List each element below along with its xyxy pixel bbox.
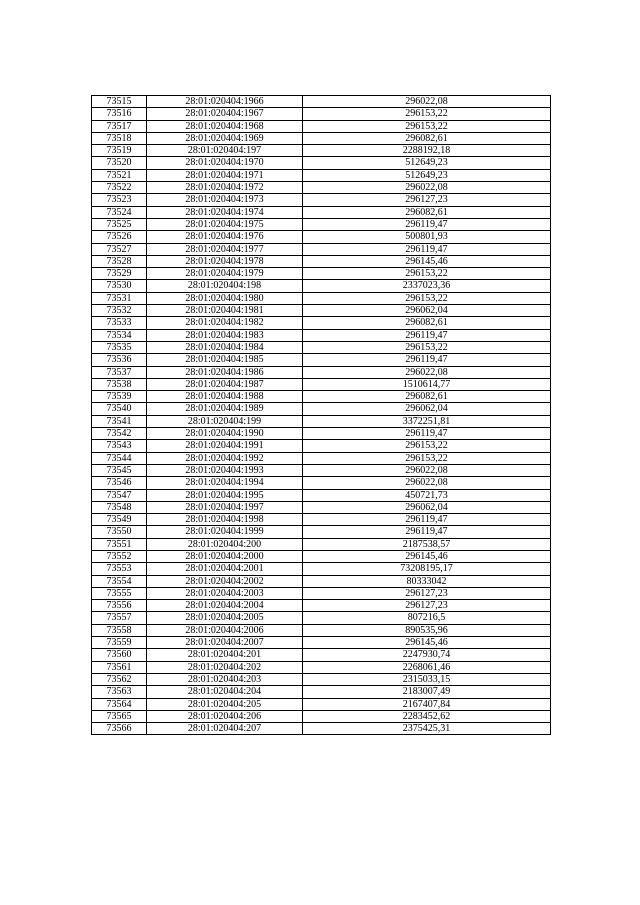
table-row	[92, 255, 551, 267]
cadastral-number-cell: 28:01:020404:205	[147, 698, 303, 710]
cadastral-number-cell: 28:01:020404:1982	[147, 317, 303, 329]
row-number-cell: 73526	[92, 231, 147, 243]
cadastral-number-cell: 28:01:020404:1981	[147, 305, 303, 317]
cadastral-number-cell: 28:01:020404:2003	[147, 587, 303, 599]
table-row	[92, 637, 551, 649]
value-cell: 296145,46	[303, 637, 551, 649]
value-cell: 296127,23	[303, 194, 551, 206]
value-cell: 296062,04	[303, 501, 551, 513]
row-number-cell: 73552	[92, 550, 147, 562]
row-number-cell: 73556	[92, 600, 147, 612]
value-cell: 296119,47	[303, 514, 551, 526]
table-row	[92, 157, 551, 169]
table-row	[92, 612, 551, 624]
cadastral-number-cell: 28:01:020404:1986	[147, 366, 303, 378]
cadastral-number-cell: 28:01:020404:1974	[147, 206, 303, 218]
cadastral-number-cell: 28:01:020404:1993	[147, 464, 303, 476]
row-number-cell: 73540	[92, 403, 147, 415]
table-row	[92, 354, 551, 366]
cadastral-number-cell: 28:01:020404:2005	[147, 612, 303, 624]
table-body	[92, 96, 551, 735]
row-number-cell: 73547	[92, 489, 147, 501]
table-row	[92, 514, 551, 526]
table-row	[92, 587, 551, 599]
table-row	[92, 96, 551, 108]
table-row	[92, 649, 551, 661]
table-row	[92, 145, 551, 157]
value-cell: 296022,08	[303, 366, 551, 378]
cadastral-number-cell: 28:01:020404:1990	[147, 428, 303, 440]
value-cell: 296082,61	[303, 317, 551, 329]
table-row	[92, 391, 551, 403]
table-row	[92, 415, 551, 427]
row-number-cell: 73559	[92, 637, 147, 649]
value-cell: 296022,08	[303, 464, 551, 476]
table-row	[92, 710, 551, 722]
row-number-cell: 73550	[92, 526, 147, 538]
value-cell: 2375425,31	[303, 723, 551, 735]
table-row	[92, 329, 551, 341]
value-cell: 2187538,57	[303, 538, 551, 550]
cadastral-number-cell: 28:01:020404:206	[147, 710, 303, 722]
cadastral-number-cell: 28:01:020404:1976	[147, 231, 303, 243]
table-row	[92, 231, 551, 243]
cadastral-number-cell: 28:01:020404:202	[147, 661, 303, 673]
table-row	[92, 550, 551, 562]
row-number-cell: 73531	[92, 292, 147, 304]
row-number-cell: 73520	[92, 157, 147, 169]
row-number-cell: 73524	[92, 206, 147, 218]
value-cell: 296153,22	[303, 108, 551, 120]
cadastral-value-table	[91, 95, 551, 735]
cadastral-number-cell: 28:01:020404:1985	[147, 354, 303, 366]
value-cell: 296145,46	[303, 255, 551, 267]
cadastral-number-cell: 28:01:020404:1998	[147, 514, 303, 526]
cadastral-number-cell: 28:01:020404:1972	[147, 182, 303, 194]
table-row	[92, 366, 551, 378]
table-row	[92, 292, 551, 304]
value-cell: 296082,61	[303, 391, 551, 403]
cadastral-number-cell: 28:01:020404:198	[147, 280, 303, 292]
cadastral-number-cell: 28:01:020404:199	[147, 415, 303, 427]
cadastral-number-cell: 28:01:020404:201	[147, 649, 303, 661]
row-number-cell: 73565	[92, 710, 147, 722]
cadastral-number-cell: 28:01:020404:1984	[147, 341, 303, 353]
row-number-cell: 73544	[92, 452, 147, 464]
row-number-cell: 73525	[92, 218, 147, 230]
table-row	[92, 477, 551, 489]
table-row	[92, 723, 551, 735]
row-number-cell: 73523	[92, 194, 147, 206]
row-number-cell: 73529	[92, 268, 147, 280]
value-cell: 296082,61	[303, 132, 551, 144]
table-row	[92, 280, 551, 292]
row-number-cell: 73558	[92, 624, 147, 636]
table-row	[92, 403, 551, 415]
value-cell: 807216,5	[303, 612, 551, 624]
row-number-cell: 73527	[92, 243, 147, 255]
value-cell: 296153,22	[303, 292, 551, 304]
table-row	[92, 489, 551, 501]
cadastral-number-cell: 28:01:020404:1983	[147, 329, 303, 341]
row-number-cell: 73557	[92, 612, 147, 624]
row-number-cell: 73553	[92, 563, 147, 575]
row-number-cell: 73515	[92, 96, 147, 108]
table-row	[92, 538, 551, 550]
value-cell: 450721,73	[303, 489, 551, 501]
value-cell: 296127,23	[303, 600, 551, 612]
cadastral-number-cell: 28:01:020404:1992	[147, 452, 303, 464]
value-cell: 2283452,62	[303, 710, 551, 722]
cadastral-number-cell: 28:01:020404:2004	[147, 600, 303, 612]
row-number-cell: 73518	[92, 132, 147, 144]
value-cell: 296119,47	[303, 243, 551, 255]
cadastral-number-cell: 28:01:020404:2000	[147, 550, 303, 562]
value-cell: 2337023,36	[303, 280, 551, 292]
row-number-cell: 73536	[92, 354, 147, 366]
cadastral-number-cell: 28:01:020404:1979	[147, 268, 303, 280]
row-number-cell: 73566	[92, 723, 147, 735]
cadastral-number-cell: 28:01:020404:1997	[147, 501, 303, 513]
value-cell: 296119,47	[303, 428, 551, 440]
row-number-cell: 73561	[92, 661, 147, 673]
value-cell: 2183007,49	[303, 686, 551, 698]
cadastral-number-cell: 28:01:020404:203	[147, 673, 303, 685]
row-number-cell: 73543	[92, 440, 147, 452]
value-cell: 296022,08	[303, 477, 551, 489]
table-row	[92, 575, 551, 587]
cadastral-number-cell: 28:01:020404:1966	[147, 96, 303, 108]
value-cell: 80333042	[303, 575, 551, 587]
table-row	[92, 268, 551, 280]
row-number-cell: 73551	[92, 538, 147, 550]
value-cell: 296062,04	[303, 305, 551, 317]
value-cell: 3372251,81	[303, 415, 551, 427]
value-cell: 512649,23	[303, 169, 551, 181]
row-number-cell: 73522	[92, 182, 147, 194]
row-number-cell: 73542	[92, 428, 147, 440]
table-row	[92, 526, 551, 538]
value-cell: 2315033,15	[303, 673, 551, 685]
table-row	[92, 305, 551, 317]
cadastral-number-cell: 28:01:020404:1980	[147, 292, 303, 304]
table-row	[92, 563, 551, 575]
cadastral-number-cell: 28:01:020404:2001	[147, 563, 303, 575]
table-row	[92, 132, 551, 144]
value-cell: 296022,08	[303, 96, 551, 108]
value-cell: 2167407,84	[303, 698, 551, 710]
value-cell: 296022,08	[303, 182, 551, 194]
cadastral-number-cell: 28:01:020404:1973	[147, 194, 303, 206]
value-cell: 296153,22	[303, 268, 551, 280]
row-number-cell: 73554	[92, 575, 147, 587]
cadastral-number-cell: 28:01:020404:1989	[147, 403, 303, 415]
cadastral-number-cell: 28:01:020404:1988	[147, 391, 303, 403]
table-row	[92, 501, 551, 513]
value-cell: 296062,04	[303, 403, 551, 415]
row-number-cell: 73517	[92, 120, 147, 132]
table-row	[92, 206, 551, 218]
cadastral-number-cell: 28:01:020404:1999	[147, 526, 303, 538]
row-number-cell: 73549	[92, 514, 147, 526]
table-row	[92, 698, 551, 710]
row-number-cell: 73528	[92, 255, 147, 267]
value-cell: 500801,93	[303, 231, 551, 243]
cadastral-number-cell: 28:01:020404:1995	[147, 489, 303, 501]
table-row	[92, 182, 551, 194]
table-row	[92, 341, 551, 353]
value-cell: 73208195,17	[303, 563, 551, 575]
row-number-cell: 73560	[92, 649, 147, 661]
row-number-cell: 73562	[92, 673, 147, 685]
table-row	[92, 600, 551, 612]
cadastral-number-cell: 28:01:020404:1978	[147, 255, 303, 267]
cadastral-number-cell: 28:01:020404:207	[147, 723, 303, 735]
table-row	[92, 661, 551, 673]
value-cell: 296119,47	[303, 354, 551, 366]
row-number-cell: 73546	[92, 477, 147, 489]
table-row	[92, 440, 551, 452]
value-cell: 512649,23	[303, 157, 551, 169]
table-row	[92, 194, 551, 206]
table-row	[92, 108, 551, 120]
row-number-cell: 73564	[92, 698, 147, 710]
cadastral-number-cell: 28:01:020404:200	[147, 538, 303, 550]
cadastral-number-cell: 28:01:020404:2006	[147, 624, 303, 636]
value-cell: 296153,22	[303, 452, 551, 464]
cadastral-number-cell: 28:01:020404:1970	[147, 157, 303, 169]
value-cell: 2268061,46	[303, 661, 551, 673]
row-number-cell: 73533	[92, 317, 147, 329]
cadastral-number-cell: 28:01:020404:1991	[147, 440, 303, 452]
table-row	[92, 452, 551, 464]
table-row	[92, 169, 551, 181]
table-row	[92, 428, 551, 440]
row-number-cell: 73539	[92, 391, 147, 403]
row-number-cell: 73530	[92, 280, 147, 292]
cadastral-number-cell: 28:01:020404:1977	[147, 243, 303, 255]
row-number-cell: 73535	[92, 341, 147, 353]
cadastral-number-cell: 28:01:020404:1994	[147, 477, 303, 489]
row-number-cell: 73541	[92, 415, 147, 427]
table-row	[92, 464, 551, 476]
row-number-cell: 73548	[92, 501, 147, 513]
row-number-cell: 73532	[92, 305, 147, 317]
value-cell: 296153,22	[303, 341, 551, 353]
value-cell: 296153,22	[303, 440, 551, 452]
cadastral-number-cell: 28:01:020404:2007	[147, 637, 303, 649]
row-number-cell: 73555	[92, 587, 147, 599]
value-cell: 296119,47	[303, 218, 551, 230]
value-cell: 1510614,77	[303, 378, 551, 390]
row-number-cell: 73563	[92, 686, 147, 698]
value-cell: 296145,46	[303, 550, 551, 562]
value-cell: 296153,22	[303, 120, 551, 132]
value-cell: 296082,61	[303, 206, 551, 218]
cadastral-number-cell: 28:01:020404:1987	[147, 378, 303, 390]
table-row	[92, 243, 551, 255]
cadastral-number-cell: 28:01:020404:1967	[147, 108, 303, 120]
table-row	[92, 120, 551, 132]
row-number-cell: 73534	[92, 329, 147, 341]
row-number-cell: 73538	[92, 378, 147, 390]
row-number-cell: 73545	[92, 464, 147, 476]
table-row	[92, 218, 551, 230]
cadastral-number-cell: 28:01:020404:1975	[147, 218, 303, 230]
table-row	[92, 317, 551, 329]
cadastral-number-cell: 28:01:020404:1969	[147, 132, 303, 144]
row-number-cell: 73519	[92, 145, 147, 157]
value-cell: 296119,47	[303, 329, 551, 341]
cadastral-number-cell: 28:01:020404:204	[147, 686, 303, 698]
table-row	[92, 686, 551, 698]
row-number-cell: 73537	[92, 366, 147, 378]
row-number-cell: 73521	[92, 169, 147, 181]
value-cell: 2247930,74	[303, 649, 551, 661]
cadastral-number-cell: 28:01:020404:197	[147, 145, 303, 157]
table-row	[92, 378, 551, 390]
cadastral-number-cell: 28:01:020404:2002	[147, 575, 303, 587]
table-row	[92, 624, 551, 636]
value-cell: 296119,47	[303, 526, 551, 538]
cadastral-number-cell: 28:01:020404:1971	[147, 169, 303, 181]
cadastral-number-cell: 28:01:020404:1968	[147, 120, 303, 132]
value-cell: 890535,96	[303, 624, 551, 636]
value-cell: 296127,23	[303, 587, 551, 599]
table-row	[92, 673, 551, 685]
row-number-cell: 73516	[92, 108, 147, 120]
value-cell: 2288192,18	[303, 145, 551, 157]
